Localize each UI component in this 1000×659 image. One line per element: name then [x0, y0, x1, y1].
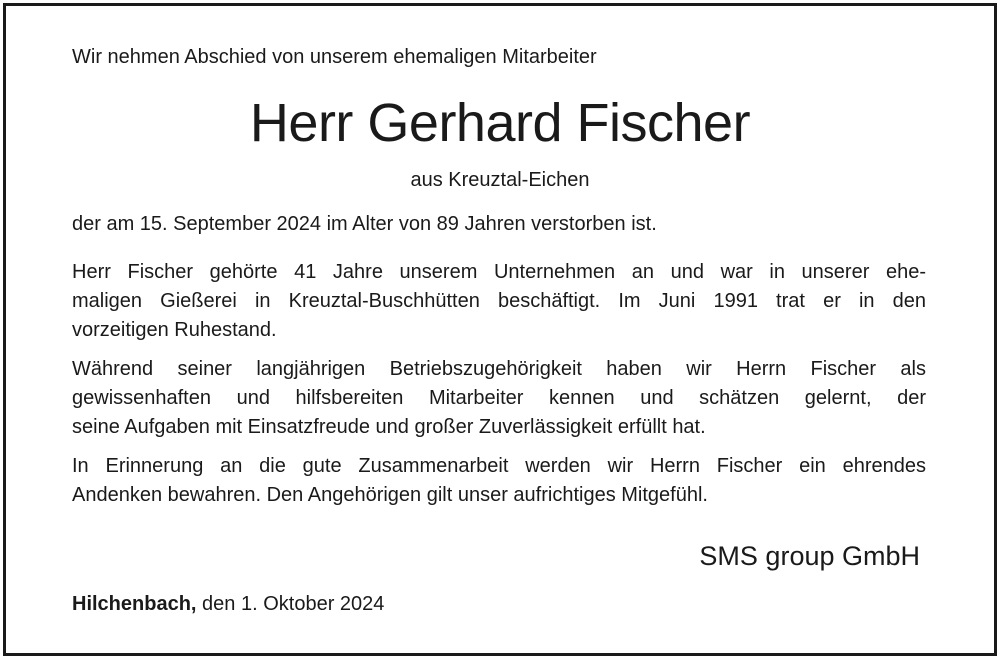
company-signature: SMS group GmbH: [699, 541, 920, 571]
career-paragraph: [72, 258, 926, 345]
place-name: Hilchenbach,: [72, 593, 197, 615]
paragraph-line: Herr Fischer gehörte 41 Jahre unserem Unternehmen an und war in unserer ehe-: [72, 261, 926, 283]
origin-text: aus Kreuztal-Eichen: [410, 169, 590, 191]
death-date-text: der am 15. September 2024 im Alter von 89 Jahren verstorben ist.: [72, 213, 657, 235]
paragraph-line: gewissenhaften und hilfsbereiten Mitarbeiter kennen und schätzen gelernt, der: [72, 387, 926, 409]
paragraph-line: Andenken bewahren. Den Angehörigen gilt unser aufrichtiges Mitgefühl.: [72, 484, 708, 506]
paragraph-line: vorzeitigen Ruhestand.: [72, 319, 277, 341]
paragraph-line: seine Aufgaben mit Einsatzfreude und großer Zuverlässigkeit erfüllt hat.: [72, 416, 706, 438]
place-date-line: [72, 592, 384, 616]
deceased-name: Herr Gerhard Fischer: [249, 93, 751, 153]
intro-text: Wir nehmen Abschied von unserem ehemaligen Mitarbeiter: [72, 46, 597, 68]
date-text: den 1. Oktober 2024: [202, 593, 385, 615]
tribute-paragraph: [72, 355, 926, 442]
paragraph-line: Während seiner langjährigen Betriebszugehörigkeit haben wir Herrn Fischer als: [72, 358, 926, 380]
paragraph-line: In Erinnerung an die gute Zusammenarbeit werden wir Herrn Fischer ein ehrendes: [72, 455, 926, 477]
condolence-paragraph: [72, 452, 926, 510]
paragraph-line: maligen Gießerei in Kreuztal-Buschhütten beschäftigt. Im Juni 1991 trat er in den: [72, 290, 926, 312]
